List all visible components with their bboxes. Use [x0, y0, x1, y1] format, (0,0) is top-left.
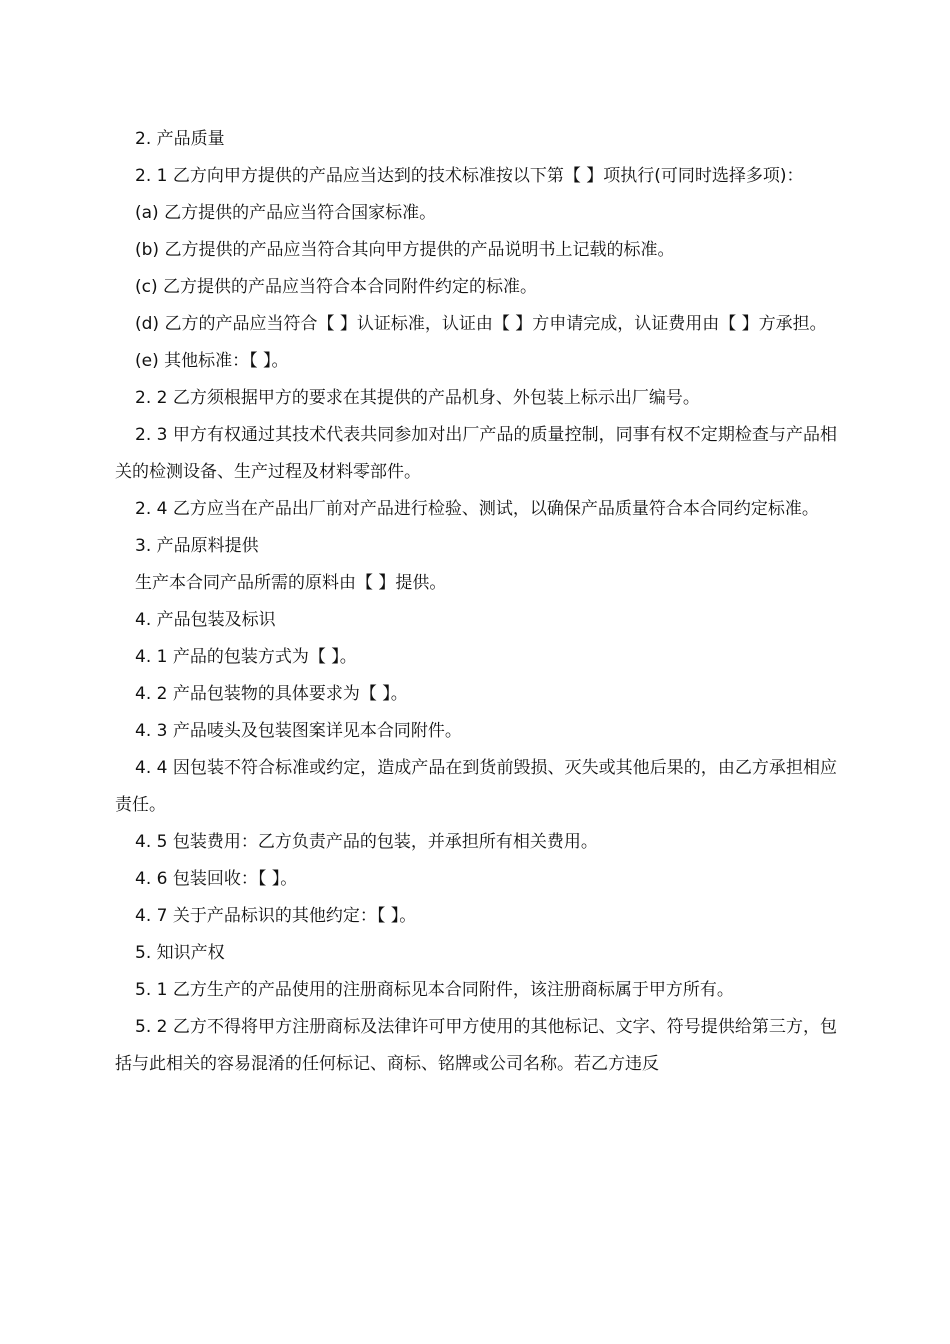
clause-2-1-a: (a) 乙方提供的产品应当符合国家标准。: [135, 203, 437, 223]
clause-5-1: 5. 1 乙方生产的产品使用的注册商标见本合同附件，该注册商标属于甲方所有。: [135, 980, 734, 1000]
clause-2-2: 2. 2 乙方须根据甲方的要求在其提供的产品机身、外包装上标示出厂编号。: [135, 388, 700, 408]
section-heading-packaging: 4. 产品包装及标识: [135, 610, 276, 630]
clause-2-4: 2. 4 乙方应当在产品出厂前对产品进行检验、测试，以确保产品质量符合本合同约定标准。: [135, 499, 819, 519]
section-heading-raw-materials: 3. 产品原料提供: [135, 536, 259, 556]
clause-3-body: 生产本合同产品所需的原料由【 】提供。: [135, 573, 447, 593]
clause-2-1-d: (d) 乙方的产品应当符合【 】认证标准，认证由【 】方申请完成，认证费用由【 】方承担。: [135, 314, 827, 334]
document-body: [115, 121, 837, 1083]
clause-2-1-b: (b) 乙方提供的产品应当符合其向甲方提供的产品说明书上记载的标准。: [135, 240, 675, 260]
section-heading-product-quality: 2. 产品质量: [135, 129, 225, 149]
clause-5-2: 5. 2 乙方不得将甲方注册商标及法律许可甲方使用的其他标记、文字、符号提供给第三方，包括与此相关的容易混淆的任何标记、商标、铭牌或公司名称。若乙方违反: [115, 1017, 837, 1074]
clause-2-3: 2. 3 甲方有权通过其技术代表共同参加对出厂产品的质量控制，同事有权不定期检查与产品相关的检测设备、生产过程及材料零部件。: [115, 425, 837, 482]
clause-2-1-c: (c) 乙方提供的产品应当符合本合同附件约定的标准。: [135, 277, 538, 297]
clause-4-5: 4. 5 包装费用：乙方负责产品的包装，并承担所有相关费用。: [135, 832, 598, 852]
clause-4-2: 4. 2 产品包装物的具体要求为【 】。: [135, 684, 408, 704]
clause-4-1: 4. 1 产品的包装方式为【 】。: [135, 647, 357, 667]
clause-2-1: 2. 1 乙方向甲方提供的产品应当达到的技术标准按以下第【 】项执行(可同时选择多项)：: [135, 166, 804, 186]
clause-2-1-e: (e) 其他标准：【 】。: [135, 351, 289, 371]
clause-4-3: 4. 3 产品唛头及包装图案详见本合同附件。: [135, 721, 462, 741]
section-heading-intellectual-property: 5. 知识产权: [135, 943, 225, 963]
clause-4-6: 4. 6 包装回收：【 】。: [135, 869, 298, 889]
clause-4-7: 4. 7 关于产品标识的其他约定：【 】。: [135, 906, 417, 926]
clause-4-4: 4. 4 因包装不符合标准或约定，造成产品在到货前毁损、灭失或其他后果的，由乙方承担相应责任。: [115, 758, 837, 815]
